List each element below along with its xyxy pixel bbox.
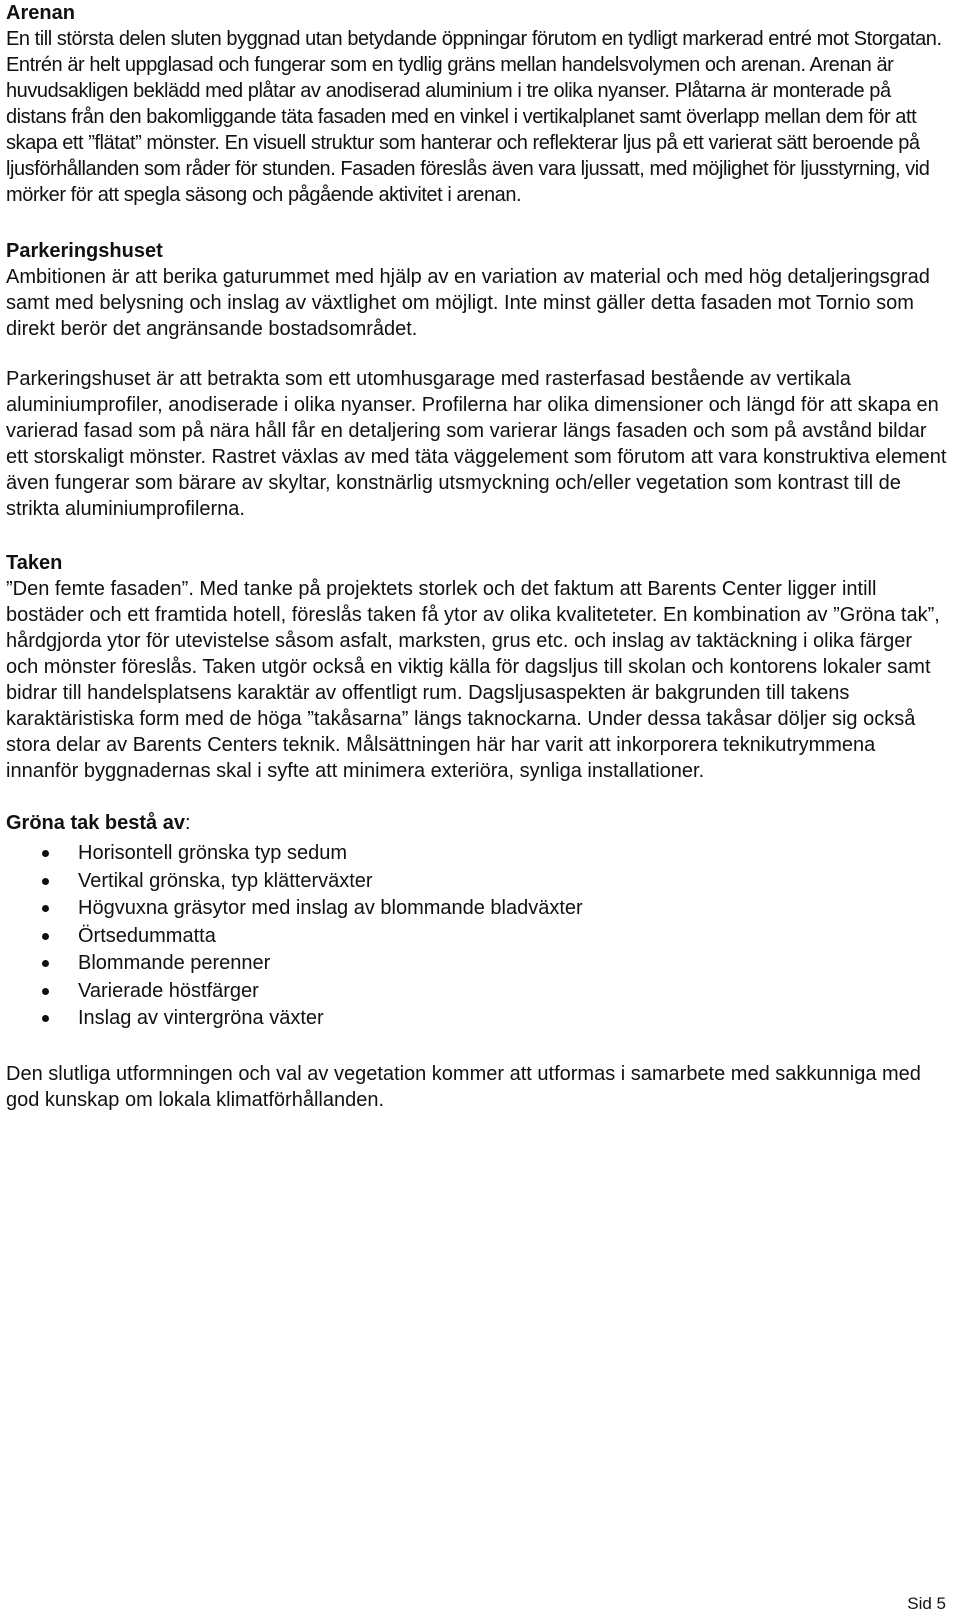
list-item [6,840,948,868]
list-item [6,978,948,1006]
paragraph-arenan: En till största delen sluten byggnad utan betydande öppningar förutom en tydligt markerad entré mot Storgatan. Entrén är helt uppglasad och fungerar som en tydlig gräns mellan handelsvolymen och arenan. Arenan är huvudsakligen beklädd med plåtar av anodiserad aluminium i tre olika nyanser. Plåtarna är monterade på distans från den bakomliggande täta fasaden med en vinkel i vertikalplanet samt överlapp mellan dem för att skapa ett ”flätat” mönster. En visuell struktur som hanterar och reflekterar ljus på ett varierat sätt beroende på ljusförhållanden som råder för stunden. Fasaden föreslås även vara ljussatt, med möjlighet för ljusstyrning, vid mörker för att spegla säsong och pågående aktivitet i arenan. [6,28,942,206]
list-item-text: Örtsedummatta [78,924,216,947]
list-item-text: Varierade höstfärger [78,979,259,1002]
list-item [6,895,948,923]
bullet-icon [42,988,49,995]
vegetation-list [6,840,948,1033]
section-parkeringshuset [6,238,948,522]
paragraph-final: Den slutliga utformningen och val av vegetation kommer att utformas i samarbete med sakkunniga med god kunskap om lokala klimatförhållanden. [6,1062,921,1111]
heading-arenan: Arenan [6,2,75,24]
heading-grona-tak-colon: : [184,812,191,834]
page-number: Sid 5 [907,1594,946,1613]
bullet-icon [42,960,49,967]
section-grona-tak [6,810,948,1033]
list-item [6,868,948,896]
paragraph-taken: ”Den femte fasaden”. Med tanke på projektets storlek och det faktum att Barents Center ligger intill bostäder och ett framtida hotell, föreslås taken få ytor av olika kvaliteteter. En kombination av ”Gröna tak”, hårdgjorda ytor för utevistelse såsom asfalt, marksten, grus etc. och inslag av taktäckning i olika färger och mönster föreslås. Taken utgör också en viktig källa för dagsljus till skolan och kontorens lokaler samt bidrar till handelsplatsens karaktär av offentligt rum. Dagsljusaspekten är bakgrunden till takens karaktäristiska form med de höga ”takåsarna” längs taknockarna. Under dessa takåsar döljer sig också stora delar av Barents Centers teknik. Målsättningen här har varit att inkorporera teknikutrymmena innanför byggnadernas skal i syfte att minimera exteriöra, synliga installationer. [6,578,940,782]
bullet-icon [42,1015,49,1022]
section-taken [6,550,948,784]
document-page [6,0,948,1113]
bullet-icon [42,933,49,940]
section-final [6,1061,948,1113]
list-item [6,923,948,951]
heading-grona-tak-text: Gröna tak bestå av [6,812,185,834]
bullet-icon [42,878,49,885]
heading-taken: Taken [6,552,63,574]
section-arenan [6,0,948,208]
list-item [6,1005,948,1033]
list-item-text: Inslag av vintergröna växter [78,1007,324,1029]
paragraph-parkeringshuset-1: Ambitionen är att berika gaturummet med hjälp av en variation av material och med hög detaljeringsgrad samt med belysning och inslag av växtlighet om möjligt. Inte minst gäller detta fasaden mot Tornio som direkt berör det angränsande bostadsområdet. [6,266,930,340]
list-item-text: Högvuxna gräsytor med inslag av blommande bladväxter [78,897,583,919]
list-item-text: Blommande perenner [78,952,271,974]
heading-grona-tak [6,810,948,836]
bullet-icon [42,905,49,912]
paragraph-parkeringshuset-2: Parkeringshuset är att betrakta som ett utomhusgarage med rasterfasad bestående av vertikala aluminiumprofiler, anodiserade i olika nyanser. Profilerna har olika dimensioner och längd för att skapa en varierad fasad som på nära håll får en detaljering som varierar längs fasaden och som på avstånd bildar ett storskaligt mönster. Rastret växlas av med täta väggelement som förutom att vara konstruktiva element även fungerar som bärare av skyltar, konstnärlig utsmyckning och/eller vegetation som kontrast till de strikta aluminiumprofilerna. [6,368,947,520]
heading-parkeringshuset: Parkeringshuset [6,240,163,262]
list-item [6,950,948,978]
list-item-text: Vertikal grönska, typ klätterväxter [78,869,373,892]
list-item-text: Horisontell grönska typ sedum [78,842,348,864]
bullet-icon [42,850,49,857]
